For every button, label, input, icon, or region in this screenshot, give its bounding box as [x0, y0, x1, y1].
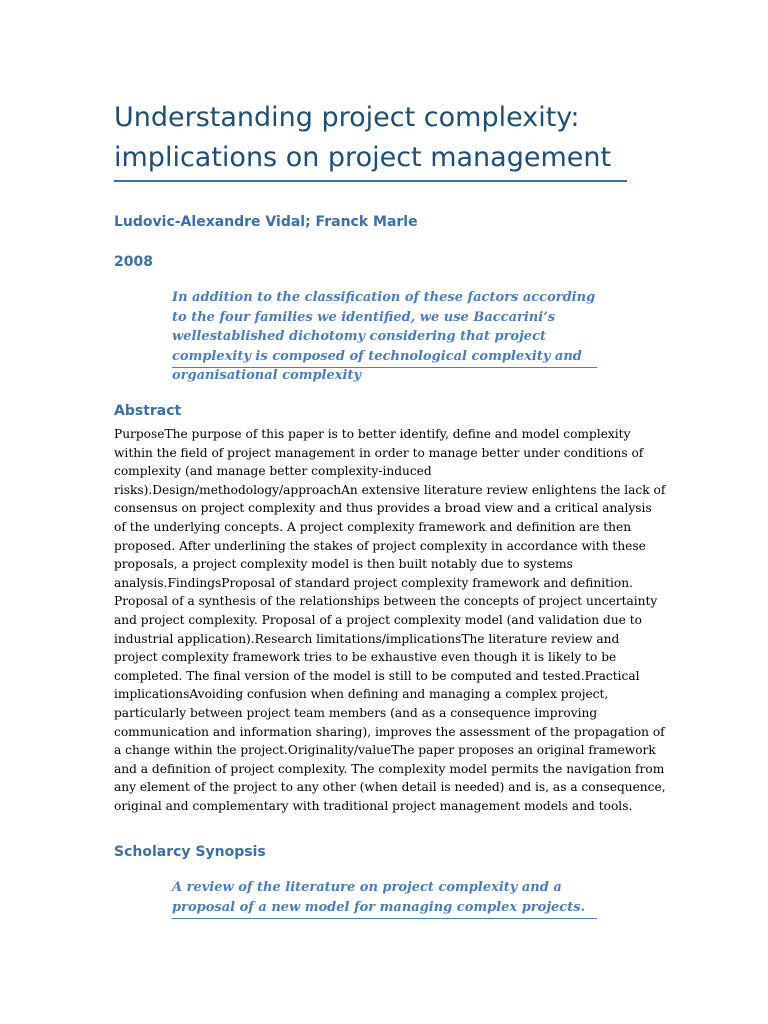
abstract-body: PurposeThe purpose of this paper is to better identify, define and model complexity within the field of project management in order to manage better under conditions of complexity (and manage better complexity-induced risks).Design/methodology/approachAn extensive literature review enlightens the lack of consensus on project complexity and thus provides a broad view and a critical analysis of the underlying concepts. A project complexity framework and definition are then proposed. After underlining the stakes of project complexity in accordance with these proposals, a project complexity model is then built notably due to systems analysis.FindingsProposal of standard project complexity framework and definition. Proposal of a synthesis of the relationships between the concepts of project uncertainty and project complexity. Proposal of a project complexity model (and validation due to industrial application).Research limitations/implicationsThe literature review and project complexity framework tries to be exhaustive even though it is likely to be completed. The final version of the model is still to be computed and tested.Practical implicationsAvoiding confusion when defining and managing a complex project, particularly between project team members (and as a consequence improving communication and information sharing), improves the assessment of the propagation of a change within the project.Originality/valueThe paper proposes an original framework and a definition of project complexity. The complexity model permits the navigation from any element of the project to any other (when detail is needed) and is, as a consequence, original and complementary with traditional project management models and tools. — [114, 427, 666, 813]
synopsis-text: A review of the literature on project complexity and a proposal of a new model for managing complex projects. — [172, 880, 586, 915]
synopsis-rule — [172, 918, 597, 919]
document-title: Understanding project complexity: implications on project management — [114, 102, 612, 173]
highlight-quote-rule — [172, 367, 597, 368]
title-underline — [114, 180, 627, 182]
abstract-heading: Abstract — [114, 403, 182, 419]
publication-year: 2008 — [114, 254, 153, 270]
authors-line: Ludovic-Alexandre Vidal; Franck Marle — [114, 214, 418, 230]
highlight-quote: In addition to the classification of these factors according to the four families we identified, we use Baccarini’s wellestablished dichotomy considering that project complexity is composed of technological complexity and organisational complexity — [172, 290, 596, 383]
synopsis-heading: Scholarcy Synopsis — [114, 844, 266, 860]
